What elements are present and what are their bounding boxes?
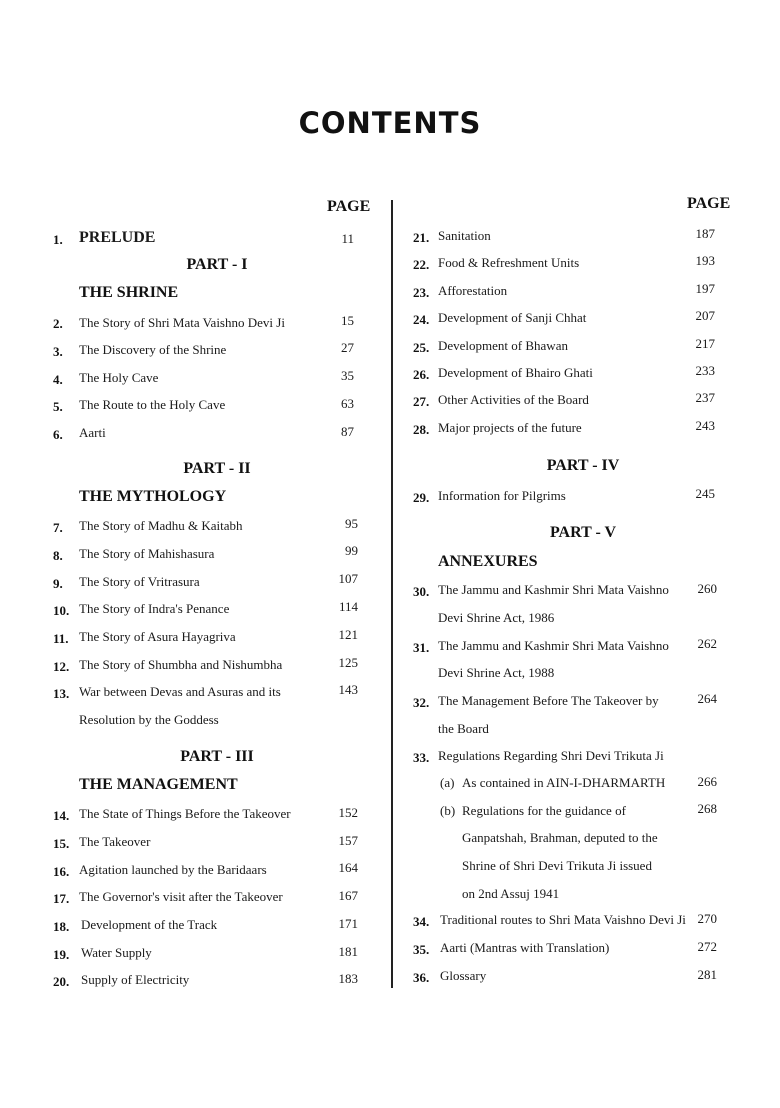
entry-title: Traditional routes to Shri Mata Vaishno Devi Ji: [440, 912, 686, 927]
entry-title: As contained in AIN-I-DHARMARTH: [462, 775, 666, 790]
entry-number: 8.: [53, 548, 63, 563]
entry-title: Water Supply: [81, 945, 152, 960]
entry-page: 197: [695, 281, 715, 296]
entry-number: 32.: [413, 695, 430, 710]
entry-number: 30.: [413, 584, 430, 599]
entry-page: 187: [695, 226, 715, 241]
entry-number: 12.: [53, 659, 70, 674]
entry-page: 207: [695, 308, 715, 323]
entry-number: 33.: [413, 750, 430, 765]
entry-title: Aarti (Mantras with Translation): [440, 940, 610, 955]
entry-page: 121: [338, 627, 358, 642]
entry-title: The Story of Indra's Penance: [79, 601, 230, 616]
entry-number: 4.: [53, 372, 63, 387]
entry-title: Agitation launched by the Baridaars: [79, 862, 267, 877]
entry-number: 15.: [53, 836, 70, 851]
entry-page: 264: [697, 691, 717, 706]
entry-number: 20.: [53, 974, 70, 989]
entry-number: 17.: [53, 891, 70, 906]
entry-title: PRELUDE: [79, 229, 156, 246]
entry-title: Regulations Regarding Shri Devi Trikuta Ji: [438, 748, 664, 763]
entry-page: 15: [341, 313, 354, 328]
entry-title-continued: on 2nd Assuj 1941: [462, 886, 560, 901]
entry-title: The Story of Vritrasura: [79, 574, 200, 589]
entry-title: Afforestation: [438, 283, 508, 298]
entry-title: The Jammu and Kashmir Shri Mata Vaishno: [438, 582, 669, 597]
entry-title-continued: Shrine of Shri Devi Trikuta Ji issued: [462, 858, 652, 873]
entry-title-continued: Resolution by the Goddess: [79, 712, 219, 727]
entry-title-continued: Devi Shrine Act, 1986: [438, 610, 555, 625]
entry-title-continued: the Board: [438, 721, 489, 736]
entry-page: 114: [338, 599, 358, 614]
entry-title: The Jammu and Kashmir Shri Mata Vaishno: [438, 638, 669, 653]
entry-page: 193: [695, 253, 715, 268]
entry-title: War between Devas and Asuras and its: [79, 684, 281, 699]
entry-title: The Story of Asura Hayagriva: [79, 629, 236, 644]
entry-page: 152: [338, 805, 358, 820]
entry-page: 157: [338, 833, 358, 848]
entry-title: Regulations for the guidance of: [462, 803, 626, 818]
entry-page: 167: [338, 888, 358, 903]
entry-number: 28.: [413, 422, 430, 437]
entry-title: Food & Refreshment Units: [438, 255, 580, 270]
entry-page: 270: [697, 911, 717, 926]
entry-number: 27.: [413, 394, 430, 409]
entry-number: 1.: [53, 232, 63, 247]
page-title: CONTENTS: [298, 106, 482, 140]
entry-title: Development of Bhawan: [438, 338, 568, 353]
entry-number: 18.: [53, 919, 70, 934]
part-heading-5: PART - V: [549, 524, 617, 541]
entry-title: The Story of Mahishasura: [79, 546, 215, 561]
entry-number: 19.: [53, 947, 70, 962]
entry-page: 164: [338, 860, 358, 875]
entry-number: 5.: [53, 399, 63, 414]
entry-number: 34.: [413, 914, 430, 929]
entry-page: 11: [341, 231, 354, 246]
entry-number: 23.: [413, 285, 430, 300]
entry-number: 11.: [53, 631, 69, 646]
page-column-header-right: PAGE: [687, 195, 731, 212]
entry-page: 35: [341, 368, 354, 383]
section-heading-shrine: THE SHRINE: [79, 284, 179, 301]
entry-title: The Discovery of the Shrine: [79, 342, 227, 357]
entry-number: 31.: [413, 640, 430, 655]
entry-number: 21.: [413, 230, 430, 245]
entry-number: 29.: [413, 490, 430, 505]
section-heading-mythology: THE MYTHOLOGY: [79, 488, 227, 505]
section-heading-management: THE MANAGEMENT: [79, 776, 238, 793]
entry-page: 266: [697, 774, 717, 789]
entry-number: 22.: [413, 257, 430, 272]
entry-number: 24.: [413, 312, 430, 327]
entry-number: 26.: [413, 367, 430, 382]
subentry-label: (b): [440, 803, 456, 818]
entry-title: Supply of Electricity: [81, 972, 190, 987]
entry-number: 14.: [53, 808, 70, 823]
entry-title: The Takeover: [79, 834, 151, 849]
entry-page: 99: [345, 543, 358, 558]
entry-page: 63: [341, 396, 354, 411]
page-column-header-left: PAGE: [327, 198, 371, 215]
entry-number: 3.: [53, 344, 63, 359]
entry-page: 260: [697, 581, 717, 596]
entry-page: 268: [697, 801, 717, 816]
entry-title: Development of Sanji Chhat: [438, 310, 587, 325]
entry-number: 6.: [53, 427, 63, 442]
entry-number: 36.: [413, 970, 430, 985]
entry-number: 2.: [53, 316, 63, 331]
entry-number: 25.: [413, 340, 430, 355]
entry-page: 237: [695, 390, 715, 405]
entry-title: The Story of Madhu & Kaitabh: [79, 518, 243, 533]
entry-page: 87: [341, 424, 354, 439]
entry-title: Development of the Track: [81, 917, 218, 932]
part-heading-1: PART - I: [186, 256, 248, 273]
entry-title: Development of Bhairo Ghati: [438, 365, 593, 380]
entry-page: 272: [697, 939, 717, 954]
entry-title: Aarti: [79, 425, 106, 440]
entry-title: Other Activities of the Board: [438, 392, 589, 407]
part-heading-2: PART - II: [183, 460, 251, 477]
entry-title: Glossary: [440, 968, 487, 983]
subentry-label: (a): [440, 775, 455, 790]
entry-title: Sanitation: [438, 228, 491, 243]
entry-title: The State of Things Before the Takeover: [79, 806, 291, 821]
entry-title: The Route to the Holy Cave: [79, 397, 226, 412]
entry-number: 13.: [53, 686, 70, 701]
entry-number: 7.: [53, 520, 63, 535]
entry-title: The Governor's visit after the Takeover: [79, 889, 283, 904]
entry-page: 107: [338, 571, 358, 586]
entry-page: 245: [695, 486, 715, 501]
entry-title: The Management Before The Takeover by: [438, 693, 659, 708]
entry-title-continued: Ganpatshah, Brahman, deputed to the: [462, 830, 658, 845]
entry-title: Information for Pilgrims: [438, 488, 566, 503]
entry-page: 27: [341, 340, 354, 355]
entry-page: 125: [338, 655, 358, 670]
part-heading-4: PART - IV: [546, 457, 620, 474]
entry-title: The Story of Shri Mata Vaishno Devi Ji: [79, 315, 285, 330]
entry-title: The Story of Shumbha and Nishumbha: [79, 657, 283, 672]
entry-page: 181: [338, 944, 358, 959]
entry-page: 95: [345, 516, 358, 531]
entry-page: 183: [338, 971, 358, 986]
entry-page: 171: [338, 916, 358, 931]
entry-number: 16.: [53, 864, 70, 879]
entry-number: 10.: [53, 603, 70, 618]
entry-page: 143: [338, 682, 358, 697]
entry-page: 243: [695, 418, 715, 433]
entry-page: 233: [695, 363, 715, 378]
entry-page: 281: [697, 967, 717, 982]
section-heading-annexures: ANNEXURES: [438, 553, 538, 570]
part-heading-3: PART - III: [180, 748, 254, 765]
entry-number: 9.: [53, 576, 63, 591]
entry-title: Major projects of the future: [438, 420, 582, 435]
entry-title: The Holy Cave: [79, 370, 159, 385]
entry-title-continued: Devi Shrine Act, 1988: [438, 665, 555, 680]
column-divider: [391, 200, 393, 988]
entry-number: 35.: [413, 942, 430, 957]
entry-page: 217: [695, 336, 715, 351]
entry-page: 262: [697, 636, 717, 651]
